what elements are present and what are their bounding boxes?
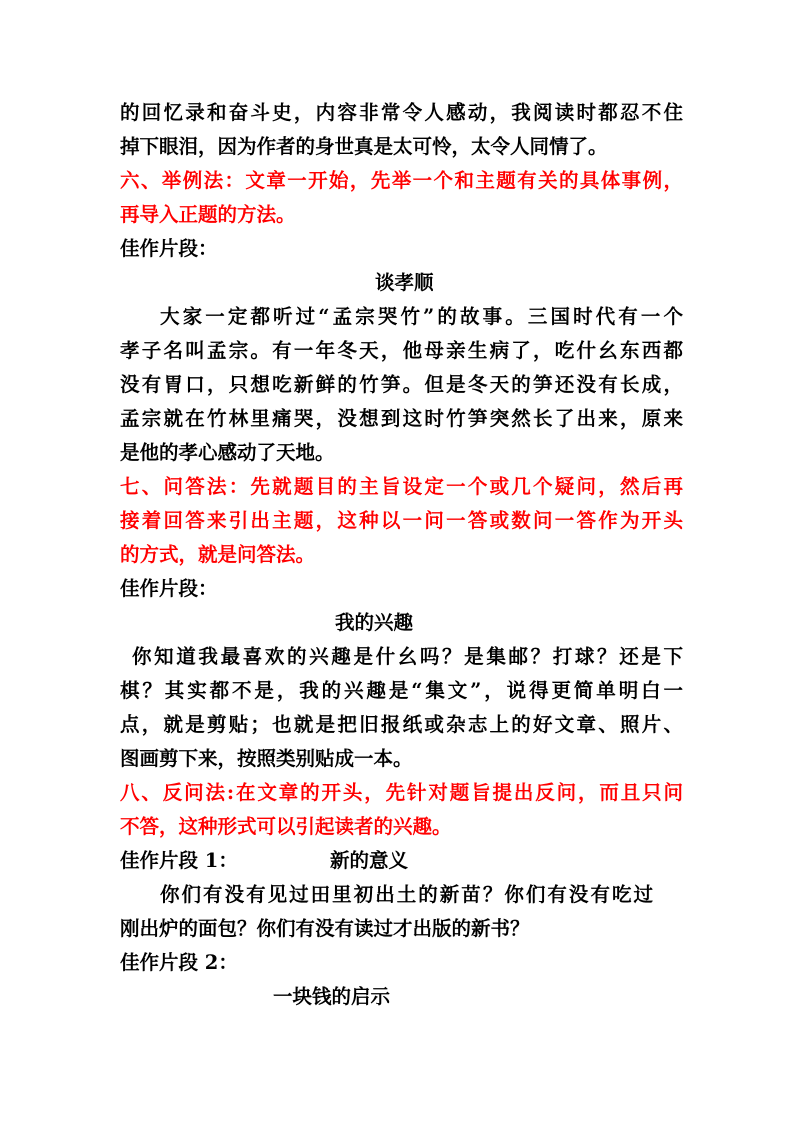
paragraph-line: 孟宗就在竹林里痛哭，没想到这时竹笋突然长了出来，原来 bbox=[120, 407, 683, 430]
essay-title: 新的意义 bbox=[330, 849, 409, 872]
example-label-2: 佳作片段 2： bbox=[120, 951, 238, 974]
example-label-1: 佳作片段 1： bbox=[120, 849, 238, 872]
essay-title: 一块钱的启示 bbox=[273, 985, 391, 1008]
paragraph-line: 你们有没有见过田里初出土的新苗？你们有没有吃过 bbox=[160, 883, 653, 906]
section-heading-8-cont: 不答，这种形式可以引起读者的兴趣。 bbox=[120, 815, 452, 838]
paragraph-line: 大家一定都听过“孟宗哭竹”的故事。三国时代有一个 bbox=[160, 305, 683, 328]
paragraph-line: 图画剪下来，按照类别贴成一本。 bbox=[120, 747, 413, 770]
example-label: 佳作片段： bbox=[120, 237, 218, 260]
section-heading-7-cont: 接着回答来引出主题，这种以一问一答或数问一答作为开头 bbox=[120, 509, 683, 532]
paragraph-line: 孝子名叫孟宗。有一年冬天，他母亲生病了，吃什幺东西都 bbox=[120, 339, 683, 362]
section-heading-7: 七、问答法：先就题目的主旨设定一个或几个疑问，然后再 bbox=[120, 475, 683, 498]
section-heading-6-cont: 再导入正题的方法。 bbox=[120, 203, 296, 226]
essay-title: 我的兴趣 bbox=[335, 611, 414, 634]
paragraph-line: 掉下眼泪，因为作者的身世真是太可怜，太令人同情了。 bbox=[120, 135, 608, 158]
section-heading-8: 八、反问法:在文章的开头，先针对题旨提出反问，而且只问 bbox=[120, 781, 683, 804]
paragraph-line: 刚出炉的面包？你们有没有读过才出版的新书？ bbox=[120, 917, 530, 940]
paragraph-line: 棋？其实都不是，我的兴趣是“集文”，说得更简单明白一 bbox=[120, 679, 683, 702]
example-label: 佳作片段： bbox=[120, 577, 218, 600]
paragraph-line: 点，就是剪贴；也就是把旧报纸或杂志上的好文章、照片、 bbox=[120, 713, 683, 736]
paragraph-line: 是他的孝心感动了天地。 bbox=[120, 441, 335, 464]
essay-title: 谈孝顺 bbox=[375, 271, 434, 294]
section-heading-7-end: 的方式，就是问答法。 bbox=[120, 543, 316, 566]
paragraph-line: 没有胃口，只想吃新鲜的竹笋。但是冬天的笋还没有长成， bbox=[120, 373, 683, 396]
paragraph-line: 你知道我最喜欢的兴趣是什幺吗？是集邮？打球？还是下 bbox=[132, 645, 683, 668]
section-heading-6: 六、举例法：文章一开始，先举一个和主题有关的具体事例， bbox=[120, 169, 683, 192]
paragraph-line: 的回忆录和奋斗史，内容非常令人感动，我阅读时都忍不住 bbox=[120, 101, 683, 124]
